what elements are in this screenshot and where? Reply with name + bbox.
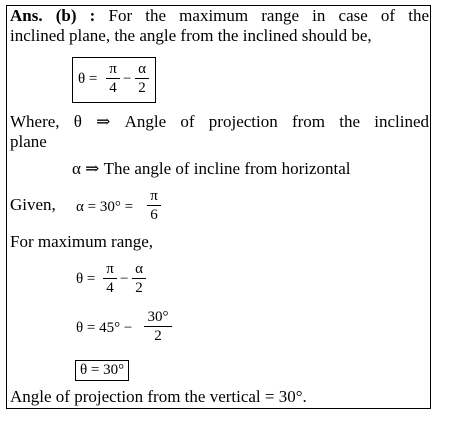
- given-num: π: [150, 188, 158, 204]
- answer-box: [6, 5, 431, 409]
- given-lhs: α = 30° =: [76, 199, 134, 215]
- where-line-2: plane: [10, 132, 47, 151]
- result-box: θ = 30°: [75, 360, 129, 381]
- formula1-lhs: θ =: [78, 71, 98, 87]
- max-range-heading: For maximum range,: [10, 232, 154, 251]
- intro-line-1: [10, 6, 429, 26]
- formula2-minus: −: [120, 271, 129, 287]
- formula2-num-1: π: [106, 261, 114, 277]
- given-den: 6: [147, 205, 161, 224]
- formula3-fraction: [144, 308, 172, 345]
- formula1-minus: −: [123, 71, 132, 87]
- answer-label: Ans. (b) :: [10, 6, 96, 25]
- formula2-fraction-1: [103, 260, 117, 297]
- given-label: Given,: [10, 195, 56, 214]
- formula2-den-2: 2: [132, 278, 146, 297]
- given-fraction: [147, 187, 161, 224]
- formula1-fraction-1: [106, 60, 120, 97]
- alpha-definition: α ⇒ The angle of incline from horizontal: [72, 159, 351, 178]
- formula1-den-1: 4: [106, 78, 120, 97]
- intro-line-2: inclined plane, the angle from the inclined should be,: [10, 26, 372, 45]
- formula1-num-1: π: [109, 61, 117, 77]
- formula1-den-2: 2: [135, 78, 149, 97]
- where-line-1: Where, θ ⇒ Angle of projection from the inclined: [10, 112, 429, 131]
- conclusion: Angle of projection from the vertical = 30°.: [10, 387, 307, 406]
- formula1-fraction-2: [135, 60, 149, 97]
- formula2-num-2: α: [135, 261, 143, 277]
- intro-text-1: For the maximum range in case of the: [108, 6, 430, 25]
- formula2-den-1: 4: [103, 278, 117, 297]
- formula3-num: 30°: [147, 309, 169, 325]
- formula2-fraction-2: [132, 260, 146, 297]
- formula2-lhs: θ =: [76, 271, 96, 287]
- formula3-lhs: θ = 45° −: [76, 320, 133, 336]
- formula1-num-2: α: [138, 61, 146, 77]
- formula3-den: 2: [144, 326, 172, 345]
